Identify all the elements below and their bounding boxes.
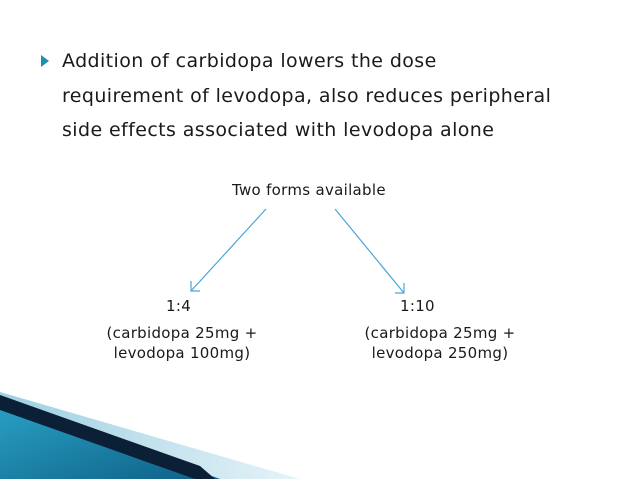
right-ratio: 1:10 [400, 297, 435, 315]
left-detail [92, 323, 272, 363]
right-detail [350, 323, 530, 363]
diagram-heading: Two forms available [232, 181, 386, 199]
right-detail-line-1: (carbidopa 25mg + [364, 324, 516, 342]
right-detail-line-2: levodopa 250mg) [371, 344, 509, 362]
right-arrow-line [335, 209, 404, 293]
bullet-line-3: side effects associated with levodopa alone [62, 119, 495, 141]
bullet-line-1: Addition of carbidopa lowers the dose [62, 50, 437, 72]
left-detail-line-1: (carbidopa 25mg + [106, 324, 258, 342]
bullet-line-2: requirement of levodopa, also reduces peripheral [62, 84, 552, 107]
left-arrow-line [191, 209, 266, 291]
left-detail-line-2: levodopa 100mg) [113, 344, 251, 362]
left-ratio: 1:4 [166, 297, 192, 315]
